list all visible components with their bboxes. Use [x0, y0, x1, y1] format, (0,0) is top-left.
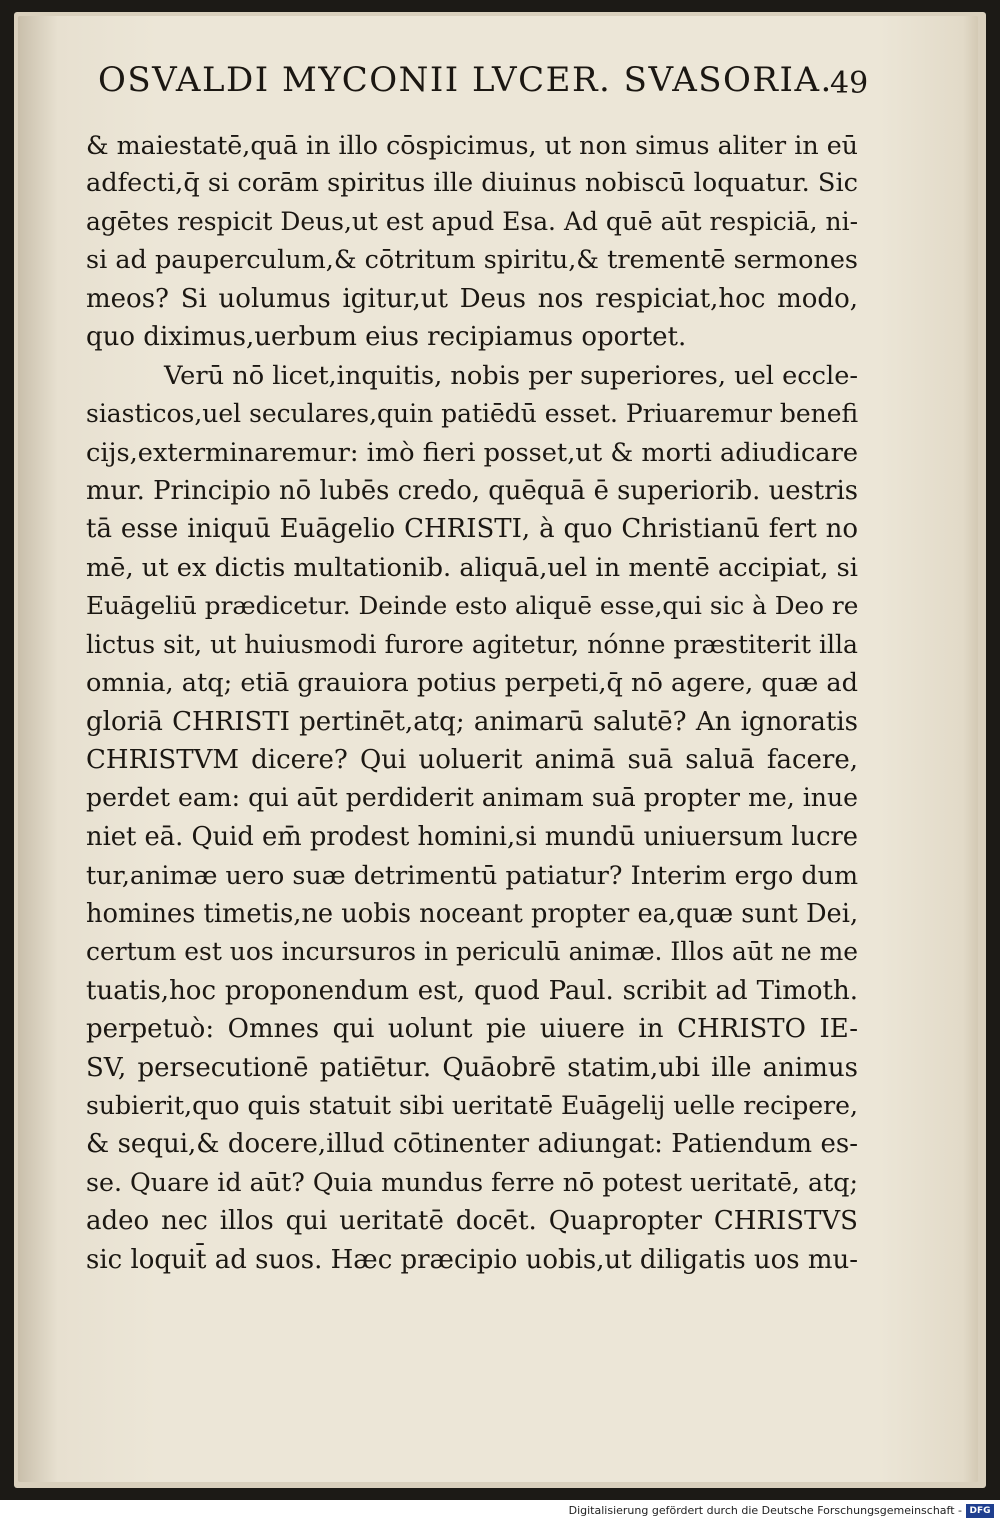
- printed-page: [18, 16, 978, 1482]
- funding-credit: Digitalisierung gefördert durch die Deutsche Forschungsgemeinschaft -: [568, 1504, 962, 1517]
- text-line: SV, persecutionē patiētur. Quāobrē statim,ubi ille animus: [86, 1052, 858, 1083]
- text-line: omnia, atq; etiā grauiora potius perpeti,q̄ nō agere, quæ ad: [86, 668, 858, 699]
- text-line: Verū nō licet,inquitis, nobis per superiores, uel eccle-: [164, 360, 859, 391]
- text-line: perdet eam: qui aūt perdiderit animam suā propter me, inue: [86, 783, 858, 813]
- text-line: agētes respicit Deus,ut est apud Esa. Ad quē aūt respiciā, ni-: [86, 206, 858, 236]
- text-line: niet eā. Quid em̄ prodest homini,si mundū uniuersum lucre: [86, 821, 858, 852]
- text-line: sic loquit̄ ad suos. Hæc præcipio uobis,ut diligatis uos mu-: [86, 1244, 858, 1275]
- digitization-footer: [0, 1500, 1000, 1523]
- text-line: meos? Si uolumus igitur,ut Deus nos respiciat,hoc modo,: [86, 283, 858, 314]
- body-text: [86, 126, 858, 1279]
- text-line: homines timetis,ne uobis noceant propter ea,quæ sunt Dei,: [86, 898, 859, 929]
- text-line: tur,animæ uero suæ detrimentū patiatur? Interim ergo dum: [86, 860, 858, 891]
- text-line: cijs,exterminaremur: imò fieri posset,ut & morti adiudicare: [86, 437, 858, 468]
- text-line: CHRISTVM dicere? Qui uoluerit animā suā saluā facere,: [86, 745, 858, 775]
- text-line: & sequi,& docere,illud cōtinenter adiungat: Patiendum es-: [86, 1129, 858, 1160]
- text-line: lictus sit, ut huiusmodi furore agitetur, nónne præstiterit illa: [86, 629, 858, 659]
- text-line: adeo nec illos qui ueritatē docēt. Quapropter CHRISTVS: [86, 1206, 858, 1237]
- text-line: tuatis,hoc proponendum est, quod Paul. scribit ad Timoth.: [86, 975, 858, 1006]
- text-line: mur. Principio nō lubēs credo, quēquā ē superiorib. uestris: [86, 475, 858, 506]
- text-line: Euāgeliū prædicetur. Deinde esto aliquē esse,qui sic à Deo re: [86, 591, 859, 621]
- text-line: & maiestatē,quā in illo cōspicimus, ut non simus aliter in eū: [86, 130, 858, 160]
- text-line: quo diximus,uerbum eius recipiamus oportet.: [86, 322, 687, 353]
- text-line: mē, ut ex dictis multationib. aliquā,uel in mentē accipiat, si: [86, 552, 858, 583]
- text-line: perpetuò: Omnes qui uolunt pie uiuere in CHRISTO IE-: [86, 1014, 858, 1045]
- text-line: certum est uos incursuros in periculū animæ. Illos aūt ne me: [86, 937, 858, 967]
- text-line: tā esse iniquū Euāgelio CHRISTI, à quo Christianū fert no: [86, 514, 858, 545]
- page-number: 49: [830, 66, 869, 101]
- text-line: si ad pauperculum,& cōtritum spiritu,& trementē sermones: [86, 245, 858, 276]
- text-line: adfecti,q̄ si corām spiritus ille diuinus nobiscū loquatur. Sic: [86, 168, 859, 199]
- text-line: siasticos,uel seculares,quin patiēdū esset. Priuaremur benefi: [86, 399, 859, 429]
- dfg-logo: DFG: [966, 1504, 994, 1518]
- running-head: OSVALDI MYCONII LVCER. SVASORIA.: [98, 60, 833, 100]
- text-line: gloriā CHRISTI pertinēt,atq; animarū salutē? An ignoratis: [86, 706, 858, 737]
- text-line: subierit,quo quis statuit sibi ueritatē Euāgelij uelle recipere,: [86, 1090, 858, 1120]
- text-line: se. Quare id aūt? Quia mundus ferre nō potest ueritatē, atq;: [86, 1167, 858, 1197]
